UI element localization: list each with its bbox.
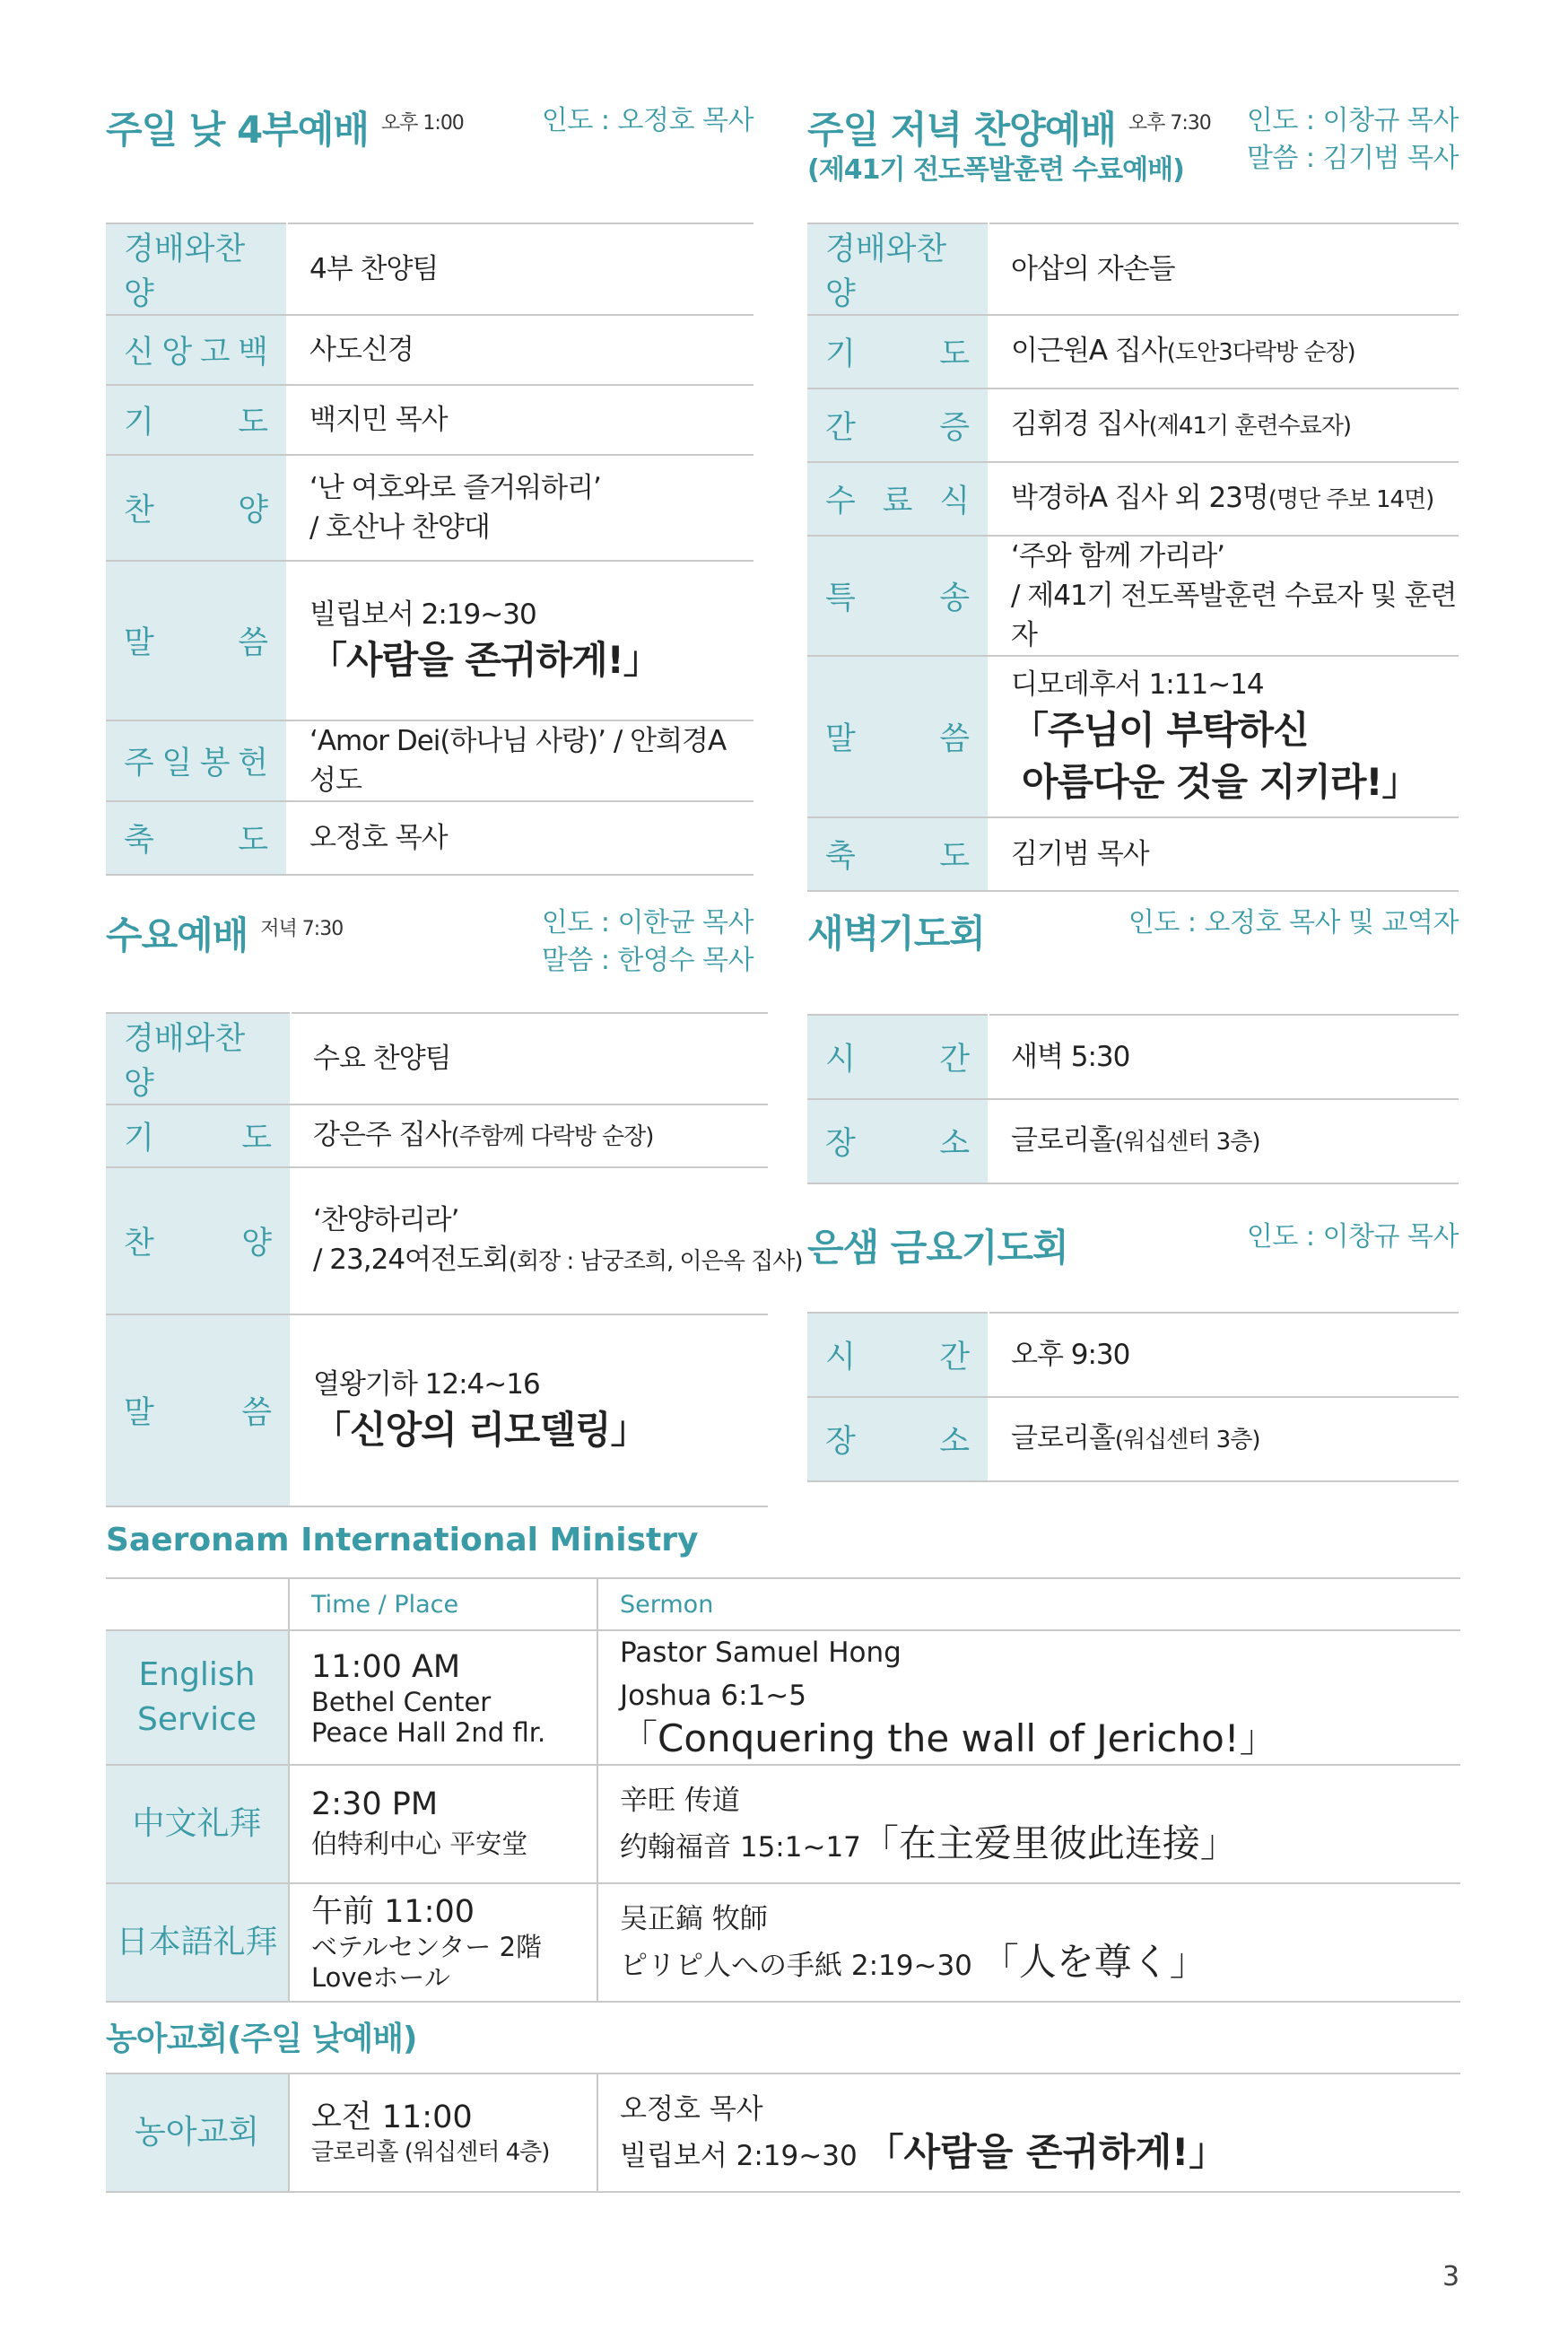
row-value: 백지민 목사: [287, 385, 754, 455]
label-char: 증: [939, 410, 970, 446]
row-label: [807, 536, 989, 656]
table-row: [106, 1314, 768, 1506]
table-row: [106, 315, 754, 385]
dawn-table: [807, 1014, 1459, 1184]
label-char: 기: [124, 1121, 154, 1157]
sunday4-time: 오후 1:00: [380, 112, 464, 135]
table-row: [807, 1015, 1459, 1099]
label-char: 기: [124, 405, 154, 441]
row-value: 오후 9:30: [989, 1313, 1459, 1397]
row-value: ‘Amor Dei(하나님 사랑)’ / 안희경A 성도: [287, 720, 754, 801]
header-time-place: Time / Place: [289, 1578, 597, 1630]
label-char: 도: [939, 839, 970, 875]
place-note: (워십센터 3층): [1114, 1129, 1260, 1156]
row-value: [989, 388, 1459, 462]
label-char: 장: [825, 1126, 856, 1162]
special-song-performer: / 제41기 전도폭발훈련 수료자 및 훈련자: [1011, 580, 1457, 651]
table-row: [106, 720, 754, 801]
dawn-leader: 인도 : 오정호 목사 및 교역자: [1128, 907, 1459, 939]
service-time: 午前 11:00: [311, 1894, 475, 1930]
sermon-title: 「人を尊く」: [980, 1940, 1207, 1984]
table-row: [106, 1167, 768, 1314]
table-row: [106, 1883, 1460, 2002]
sermon-title: 「Conquering the wall of Jericho!」: [620, 1716, 1277, 1760]
service-place-line1: 伯特利中心 平安堂: [311, 1829, 528, 1859]
sermon: [597, 1630, 1460, 1765]
wednesday-time: 저녁 7:30: [260, 918, 344, 940]
row-label: [106, 1630, 289, 1765]
row-value: [291, 1314, 768, 1506]
row-value: [291, 1104, 768, 1167]
row-label-line1: English: [138, 1656, 256, 1693]
row-value: [989, 1099, 1459, 1183]
label-char: 말: [124, 625, 154, 661]
scripture-ref: Joshua 6:1~5: [620, 1680, 806, 1712]
label-char: 앙: [161, 335, 193, 371]
label-char: 식: [939, 484, 970, 519]
row-label: [106, 385, 287, 455]
label-char: 시: [825, 1042, 856, 1078]
row-value: [989, 656, 1459, 817]
label-char: 말: [124, 1395, 154, 1431]
row-label-line1: 中文礼拜: [132, 1805, 262, 1842]
row-label: [106, 1314, 291, 1506]
deaf-title: 농아교회(주일 낮예배): [106, 2021, 417, 2057]
row-value: 수요 찬양팀: [291, 1013, 768, 1104]
prayer-name: 이근원A 집사: [1011, 335, 1167, 367]
scripture-ref: 빌립보서 2:19~30: [620, 2140, 858, 2172]
table-row: [106, 561, 754, 720]
label-char: 경배와찬양: [124, 231, 246, 312]
table-row: [807, 1313, 1459, 1397]
wednesday-leader-line: 인도 : 이한균 목사: [541, 907, 754, 939]
sermon: [597, 1765, 1460, 1883]
table-row: [807, 1099, 1459, 1183]
row-label: [807, 1099, 989, 1183]
table-row: [807, 656, 1459, 817]
service-place: 글로리홀 (워십센터 4층): [311, 2139, 550, 2166]
row-value: [989, 536, 1459, 656]
table-header: [106, 1578, 1460, 1630]
row-label: [106, 1765, 289, 1883]
row-label: [807, 315, 989, 388]
row-label: [807, 223, 989, 315]
table-row: [106, 385, 754, 455]
service-time: 11:00 AM: [311, 1649, 461, 1685]
sunday4-table: [106, 223, 754, 876]
label-char: 양: [241, 1226, 272, 1262]
label-char: 신: [124, 335, 154, 371]
preacher: 오정호 목사: [620, 2093, 763, 2126]
label-char: 양: [238, 493, 268, 528]
label-char: 간: [825, 410, 856, 446]
service-place-line1: ベテルセンター 2階: [311, 1932, 543, 1962]
label-char: 도: [238, 823, 268, 859]
header-blank: [106, 1578, 289, 1630]
row-label: [807, 462, 989, 536]
evening-preacher-line: 말씀 : 김기범 목사: [1246, 143, 1459, 174]
wednesday-preacher-line: 말씀 : 한영수 목사: [541, 945, 754, 976]
row-label: [106, 720, 287, 801]
prayer-note: (주함께 다락방 순장): [450, 1123, 654, 1150]
preacher: 辛旺 传道: [620, 1785, 740, 1817]
testimony-note: (제41기 훈련수료자): [1148, 413, 1352, 440]
dawn-title: 새벽기도회: [807, 912, 985, 956]
service-time: 오전 11:00: [311, 2100, 473, 2135]
label-char: 말: [825, 721, 856, 757]
table-row: [807, 388, 1459, 462]
label-char: 경배와찬양: [124, 1021, 246, 1102]
sunday4-title: 주일 낮 4부예배 $^{오후 1:00}$: [106, 108, 464, 152]
time-place: [289, 2073, 597, 2192]
preacher: 吴正鎬 牧師: [620, 1903, 768, 1935]
label-char: 축: [124, 823, 154, 859]
row-label: [807, 1015, 989, 1099]
international-table: [106, 1577, 1460, 2003]
row-label: [807, 1397, 989, 1481]
label-char: 간: [939, 1340, 970, 1375]
prayer-name: 강은주 집사: [313, 1119, 451, 1151]
row-label-line1: 日本語礼拜: [116, 1924, 278, 1960]
preacher: Pastor Samuel Hong: [620, 1637, 902, 1669]
sermon: [597, 1883, 1460, 2002]
wednesday-title: 수요예배 $^{저녁 7:30}$: [106, 913, 344, 957]
row-label: [106, 223, 287, 315]
label-char: 시: [825, 1340, 856, 1375]
sermon-title: 「在主爱里彼此连接」: [860, 1821, 1238, 1865]
page-number: 3: [1442, 2261, 1460, 2292]
label-char: 소: [939, 1424, 970, 1460]
table-row: [807, 536, 1459, 656]
sermon-title: 「사람을 존귀하게!」: [309, 638, 660, 682]
label-char: 소: [939, 1126, 970, 1162]
time-place: [289, 1883, 597, 2002]
row-value: 사도신경: [287, 315, 754, 385]
hymn-choir-note: (회장 : 남궁조희, 이은옥 집사): [508, 1248, 803, 1275]
row-label: [106, 1883, 289, 2002]
label-char: 축: [825, 839, 856, 875]
sermon-title-line2: 아름다운 것을 지키라!」: [1022, 760, 1419, 804]
place-name: 글로리홀: [1011, 1124, 1115, 1157]
place-name: 글로리홀: [1011, 1422, 1115, 1454]
row-value: [989, 1397, 1459, 1481]
label-char: 송: [939, 581, 970, 616]
row-label: [106, 1167, 291, 1314]
label-char: 기: [825, 336, 856, 372]
row-label-line2: Service: [136, 1701, 257, 1738]
table-row: [106, 1104, 768, 1167]
row-label: [106, 561, 287, 720]
completion-name: 박경하A 집사 외 23명: [1011, 482, 1268, 514]
table-row: [106, 223, 754, 315]
label-char: 특: [825, 581, 856, 616]
table-row: [106, 801, 754, 875]
hymn-title: ‘난 여호와로 즐거워하리’: [309, 472, 601, 504]
deaf-table: [106, 2073, 1460, 2193]
label-char: 씀: [939, 721, 970, 757]
sermon-title: 「사람을 존귀하게!」: [866, 2130, 1227, 2174]
row-value: 새벽 5:30: [989, 1015, 1459, 1099]
row-label: [106, 1013, 291, 1104]
row-label: [807, 817, 989, 891]
scripture-ref: 디모데후서 1:11~14: [1011, 668, 1264, 701]
evening-leader-line: 인도 : 이창규 목사: [1246, 105, 1459, 136]
service-place-line1: Bethel Center: [311, 1687, 492, 1717]
sermon-title-line1: 「주님이 부탁하신: [1011, 708, 1309, 752]
friday-leader: 인도 : 이창규 목사: [1246, 1221, 1459, 1253]
service-place-line2: Peace Hall 2nd flr.: [311, 1717, 546, 1748]
label-char: 고: [199, 335, 231, 371]
row-value: 오정호 목사: [287, 801, 754, 875]
wednesday-leader: [542, 904, 754, 980]
label-char: 수: [825, 484, 856, 519]
hymn-choir-line: [313, 1240, 803, 1281]
evening-title: 주일 저녁 찬양예배 $^{오후 7:30}$: [807, 108, 1211, 152]
row-label: [807, 388, 989, 462]
row-value: 김기범 목사: [989, 817, 1459, 891]
row-label: [106, 315, 287, 385]
scripture-ref: 열왕기하 12:4~16: [313, 1368, 540, 1401]
row-value: [989, 315, 1459, 388]
label-char: 경배와찬양: [825, 231, 947, 312]
table-row: [807, 462, 1459, 536]
service-time: 2:30 PM: [311, 1786, 439, 1822]
place-note: (워십센터 3층): [1114, 1427, 1260, 1454]
service-place-line2: Loveホール: [311, 1962, 450, 1993]
label-char: 료: [882, 484, 913, 519]
row-value: [291, 1167, 803, 1314]
table-row: [106, 2073, 1460, 2192]
evening-leader: [1247, 102, 1459, 178]
header-sermon: Sermon: [597, 1578, 1460, 1630]
time-place: [289, 1630, 597, 1765]
label-char: 찬: [124, 493, 154, 528]
row-value: [287, 455, 754, 561]
time-place: [289, 1765, 597, 1883]
label-char: 도: [238, 405, 268, 441]
row-label: [807, 1313, 989, 1397]
row-value: [287, 561, 754, 720]
row-value: 아삽의 자손들: [989, 223, 1459, 315]
table-row: [807, 1397, 1459, 1481]
prayer-note: (도안3다락방 순장): [1166, 339, 1355, 366]
scripture-ref: 빌립보서 2:19~30: [309, 598, 536, 631]
label-char: 도: [939, 336, 970, 372]
completion-note: (명단 주보 14면): [1267, 486, 1434, 513]
hymn-title: ‘찬양하리라’: [313, 1204, 459, 1236]
label-char: 찬: [124, 1226, 154, 1262]
row-value: [989, 462, 1459, 536]
row-label: [106, 455, 287, 561]
table-row: [106, 455, 754, 561]
table-row: [106, 1765, 1460, 1883]
table-row: [807, 817, 1459, 891]
label-char: 씀: [241, 1395, 272, 1431]
evening-subtitle: (제41기 전도폭발훈련 수료예배): [807, 154, 1184, 186]
wednesday-table: [106, 1012, 803, 1507]
table-row: [807, 223, 1459, 315]
international-title: Saeronam International Ministry: [106, 1522, 699, 1558]
row-value: 4부 찬양팀: [287, 223, 754, 315]
scripture-ref: 约翰福音 15:1~17: [620, 1831, 861, 1864]
label-char: 헌: [238, 746, 268, 781]
label-char: 봉: [199, 746, 231, 781]
table-row: [106, 1630, 1460, 1765]
evening-time: 오후 7:30: [1128, 112, 1211, 135]
row-label: [106, 801, 287, 875]
evening-table: [807, 223, 1459, 892]
table-row: [807, 315, 1459, 388]
label-char: 주: [124, 746, 154, 781]
row-label: 농아교회: [106, 2073, 289, 2192]
friday-table: [807, 1312, 1459, 1482]
sermon-title: 「신앙의 리모델링」: [313, 1408, 648, 1452]
table-row: [106, 1013, 768, 1104]
label-char: 장: [825, 1424, 856, 1460]
label-char: 씀: [238, 625, 268, 661]
label-char: 도: [241, 1121, 272, 1157]
sunday4-leader: 인도 : 오정호 목사: [541, 105, 754, 136]
hymn-choir: / 호산나 찬양대: [309, 511, 490, 544]
hymn-choir: / 23,24여전도회: [313, 1244, 509, 1276]
label-char: 백: [238, 335, 268, 371]
scripture-ref: ピリピ人への手紙 2:19~30: [620, 1950, 972, 1982]
testimony-name: 김휘경 집사: [1011, 408, 1149, 441]
row-label: [807, 656, 989, 817]
friday-title: 은샘 금요기도회: [807, 1226, 1068, 1270]
sermon: [597, 2073, 1460, 2192]
row-label: [106, 1104, 291, 1167]
label-char: 간: [939, 1042, 970, 1078]
label-char: 일: [161, 746, 193, 781]
special-song-title: ‘주와 함께 가리라’: [1011, 540, 1225, 572]
